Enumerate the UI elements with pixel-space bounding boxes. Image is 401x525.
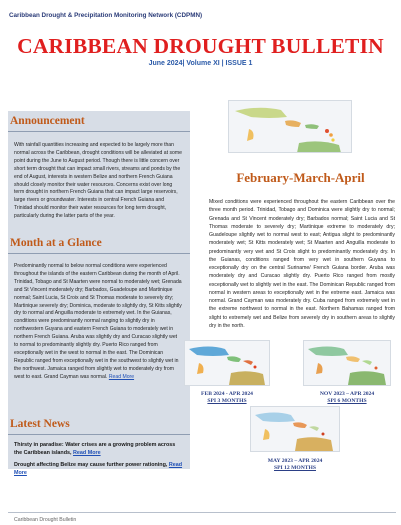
spi-6-label: SPI 6 MONTHS [327,398,367,404]
news-item-1-text: Thirsty in paradise: Water crises are a growing problem across the Caribbean islands [14,442,176,456]
news-item-2: Drought affecting Belize may cause further power rationing, Read More [14,462,183,476]
month-at-a-glance-title: Month at a Glance [10,237,102,249]
news-item-1: Thirsty in paradise: Water crises are a growing problem across the Caribbean islands, Read More [14,442,176,456]
spi-12-dates: MAY 2023 – APR 2024 [267,458,323,464]
overview-map-graphic [229,101,352,153]
footer-text: Caribbean Drought Bulletin [14,517,77,523]
spi-12-caption [250,458,340,472]
spi-12-map-graphic [251,407,340,452]
spi-3-caption [184,391,270,405]
bulletin-title: CARIBBEAN DROUGHT BULLETIN [17,34,384,58]
news-item-2-text: Drought affecting Belize may cause further power rationing [14,462,166,468]
month-body: Predominantly normal to below normal conditions were experienced throughout the islands of the eastern Caribbean during the month of April. Trinidad, Tobago and St Maarten were normal to moderately wet; Grenada and St Vincent moderately dry; Barbados, Guadeloupe and Martinique normal; Saint Lucia, St Croix and St Thomas moderate to severely dry; Martinique severely dry; Dominica, moderate to slightly dry, St Kitts slightly dry to normal and Anguilla moderate to extremely wet. In the Guianas, conditions were predominantly normal ranging to slightly dry in northwestern Guyana and eastern French Guiana to moderately wet in northern French Guiana. Aruba was slightly dry and Curacao slightly wet to normal to predominantly slightly dry. Puerto Rico ranged from exceptionally wet in the west to normal in the east. The Dominican Republic ranged from exceptionally wet in the southwest to slightly wet in the northwest. Jamaica ranged from slightly wet to moderately dry from west to east. Grand Cayman was normal. [14,263,182,380]
announcement-text: With rainfall quantities increasing and expected to be largely more than normal across the Caribbean, drought conditions will be alleviated at some point during the June to August period. Though there is little concern over short term drought that can impact small rivers, streams and ponds by the end of August, interests in western Belize and northern French Guiana should closely monitor their water resources. Concerns exist over long term drought in northern French Guiana that can impact large reservoirs, large rivers or groundwater. Interests in central French Guiana and Trinidad should monitor their water resources for long term drought, particularly during the latter parts of the year. [14,142,182,220]
issue-line: June 2024| Volume XI | ISSUE 1 [148,60,253,67]
news-item-2-link[interactable]: Read More [14,462,183,476]
spi-3-label: SPI 3 MONTHS [207,398,247,404]
news-item-1-link[interactable]: Read More [73,450,101,456]
month-read-more-link[interactable]: Read More [108,373,135,380]
spi-6-map-graphic [304,341,391,386]
three-month-heading: February-March-April [236,170,365,185]
month-rule [8,253,190,254]
latest-news-rule [8,434,190,435]
spi-6-caption [303,391,391,405]
announcement-rule [8,131,190,132]
caribbean-overview-map [228,100,352,153]
month-text [14,263,182,382]
spi-12-label: SPI 12 MONTHS [274,465,316,471]
announcement-title: Announcement [10,115,85,127]
network-name: Caribbean Drought & Precipitation Monitoring Network (CDPMN) [9,12,203,19]
latest-news-title: Latest News [10,418,70,430]
spi-3-map-graphic [185,341,270,386]
spi-6-dates: NOV 2023 – APR 2024 [319,391,375,397]
spi-6-month-map [303,340,391,386]
spi-3-month-map [184,340,270,386]
footer-rule [8,512,396,513]
three-month-text: Mixed conditions were experienced throughout the eastern Caribbean over the three month period. Trinidad, Tobago and Dominica were slightly dry to normal; Grenada and St Vincent moderately dry; Barbados normal; Saint Lucia and St Thomas moderate to severely dry; Martinique extreme to moderately dry; Guadeloupe slightly wet to normal west to east; Antigua slight to predominantly moderately wet; St Kitts moderately wet; St Maarten and Anguilla moderate to predominantly very wet and St Croix slight to predominantly moderately dry. In the Guianas, conditions ranged from very wet in southern Guyana to exceptionally dry on the central Suriname/ French Guiana border. Aruba was moderately dry and Curacao slightly dry. Puerto Rico ranged from mostly exceptionally wet to slightly wet in the east. The Dominican Republic ranged from normal in western areas to exceptionally wet in the extreme east. Jamaica was normal. Grand Cayman was moderately dry. Cuba ranged from extremely wet in the extreme northwest to normal in the east. Northern Bahamas ranged from slight to extremely wet and Belize from severely dry in southern areas to slightly dry in the north. [209,199,395,329]
spi-3-dates: FEB 2024 - APR 2024 [201,391,253,397]
spi-12-month-map [250,406,340,452]
